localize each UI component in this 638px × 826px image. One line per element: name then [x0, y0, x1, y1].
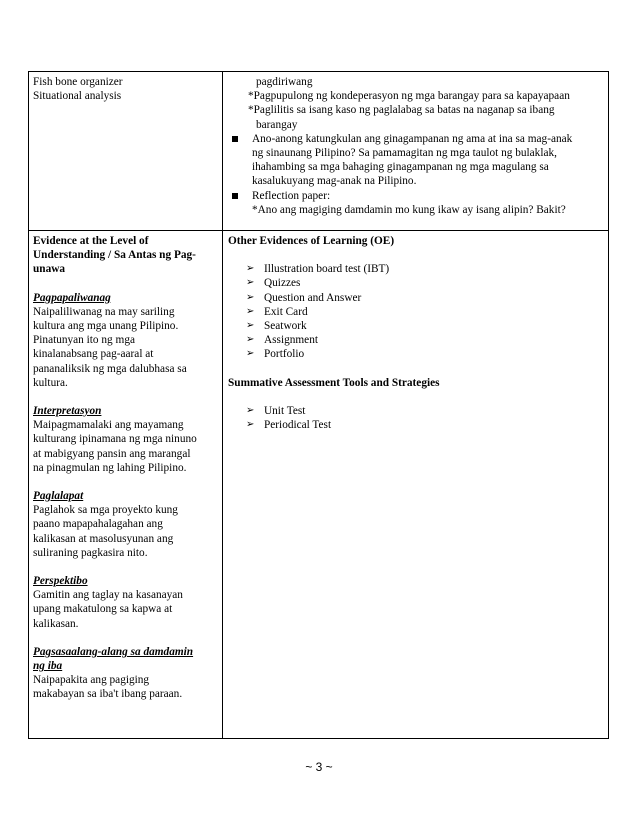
cell-line: Reflection paper: [252, 189, 331, 202]
section-title: ng iba [33, 660, 63, 673]
section-line: makabayan sa iba't ibang paraan. [33, 688, 183, 701]
cell-line: barangay [256, 118, 298, 131]
summative-list [228, 404, 606, 432]
section-line: suliraning pagkasira nito. [33, 546, 148, 559]
arrowhead-bullet-icon: ➢ [246, 334, 255, 346]
arrowhead-bullet-icon: ➢ [246, 348, 255, 360]
list-item-label: Question and Answer [264, 291, 362, 304]
section-title: Perspektibo [33, 575, 88, 588]
list-item-label: Unit Test [264, 404, 306, 417]
cell-line: *Pagpupulong ng kondeperasyon ng mga barangay para sa kapayapaan [248, 90, 570, 103]
arrowhead-bullet-icon: ➢ [246, 263, 255, 275]
list-item [228, 319, 606, 333]
square-bullet-icon [232, 193, 238, 199]
section-line: kalikasan. [33, 617, 79, 630]
cell-line: Ano-anong katungkulan ang ginagampanan ng ama at ina sa mag-anak [252, 132, 573, 145]
cell-line: ng sinaunang Pilipino? Sa pamamagitan ng mga taulot ng bulaklak, [252, 147, 557, 160]
cell-activities [226, 75, 606, 217]
bullet-item [226, 189, 606, 217]
bullet-item [226, 132, 606, 189]
section-line: pananaliksik ng mga dalubhasa sa [33, 362, 187, 375]
cell-line: pagdiriwang [256, 76, 313, 88]
arrowhead-bullet-icon: ➢ [246, 277, 255, 289]
section-title: Interpretasyon [33, 405, 102, 418]
lesson-table [28, 71, 609, 739]
section-line: paano mapapahalagahan ang [33, 518, 163, 531]
section-title: Paglalapat [33, 490, 84, 503]
cell-other-evidence [228, 234, 606, 432]
section-line: kultura. [33, 376, 68, 389]
section-line: Paglahok sa mga proyekto kung [33, 504, 178, 517]
list-item [228, 418, 606, 432]
section-line: upang makatulong sa kapwa at [33, 603, 173, 616]
cell-line: Fish bone organizer [33, 76, 123, 88]
section-line: Naipapakita ang pagiging [33, 674, 150, 687]
row-divider [29, 230, 608, 231]
page-number: ~ 3 ~ [305, 760, 333, 774]
arrowhead-bullet-icon: ➢ [246, 419, 255, 431]
cell-line: ihahambing sa mga bahaging ginagampanan ng mga magulang sa [252, 161, 549, 174]
section-title: Pagpapaliwanag [33, 291, 111, 304]
cell-evidence [33, 234, 219, 702]
cell-line: *Ano ang magiging damdamin mo kung ikaw ay isang alipin? Bakit? [252, 203, 566, 216]
list-item [228, 333, 606, 347]
cell-line: Situational analysis [33, 90, 122, 103]
square-bullet-icon [232, 136, 238, 142]
list-item [228, 347, 606, 361]
section-line: Maipagmamalaki ang mayamang [33, 419, 184, 432]
section-title: Pagsasaalang-alang sa damdamin [33, 645, 194, 658]
list-item [228, 262, 606, 276]
list-item-label: Quizzes [264, 277, 301, 290]
arrowhead-bullet-icon: ➢ [246, 320, 255, 332]
cell-methods [33, 75, 219, 103]
list-item-label: Portfolio [264, 348, 305, 361]
arrowhead-bullet-icon: ➢ [246, 404, 255, 416]
list-item-label: Illustration board test (IBT) [264, 263, 390, 276]
list-item-label: Seatwork [264, 320, 307, 333]
list-item-label: Assignment [264, 334, 318, 347]
evidence-heading: unawa [33, 263, 66, 276]
section-line: kulturang ipinamana ng mga ninuno [33, 433, 197, 446]
arrowhead-bullet-icon: ➢ [246, 291, 255, 303]
cell-line: kasalukuyang mag-anak na Pilipino. [252, 175, 417, 188]
other-evidence-heading: Other Evidences of Learning (OE) [228, 235, 395, 247]
section-line: kinalanabsang pag-aaral at [33, 348, 154, 361]
column-divider [222, 72, 223, 738]
arrowhead-bullet-icon: ➢ [246, 305, 255, 317]
evidence-heading: Understanding / Sa Antas ng Pag- [33, 249, 196, 262]
section-line: kalikasan at masolusyunan ang [33, 532, 174, 545]
list-item-label: Exit Card [264, 305, 308, 318]
section-line: kultura ang mga unang Pilipino. [33, 320, 179, 333]
summative-heading: Summative Assessment Tools and Strategies [228, 376, 440, 389]
section-line: na pinagmulan ng lahing Pilipino. [33, 461, 187, 474]
evidence-heading: Evidence at the Level of [33, 235, 149, 247]
list-item [228, 291, 606, 305]
other-evidence-list [228, 262, 606, 361]
list-item-label: Periodical Test [264, 419, 332, 432]
section-line: Naipaliliwanag na may sariling [33, 305, 175, 318]
list-item [228, 276, 606, 290]
section-line: Gamitin ang taglay na kasanayan [33, 589, 183, 602]
list-item [228, 404, 606, 418]
cell-line: *Paglilitis sa isang kaso ng paglalabag sa batas na naganap sa ibang [248, 104, 555, 117]
section-line: Pinatunyan ito ng mga [33, 334, 135, 347]
section-line: at mabigyang pansin ang marangal [33, 447, 191, 460]
list-item [228, 305, 606, 319]
